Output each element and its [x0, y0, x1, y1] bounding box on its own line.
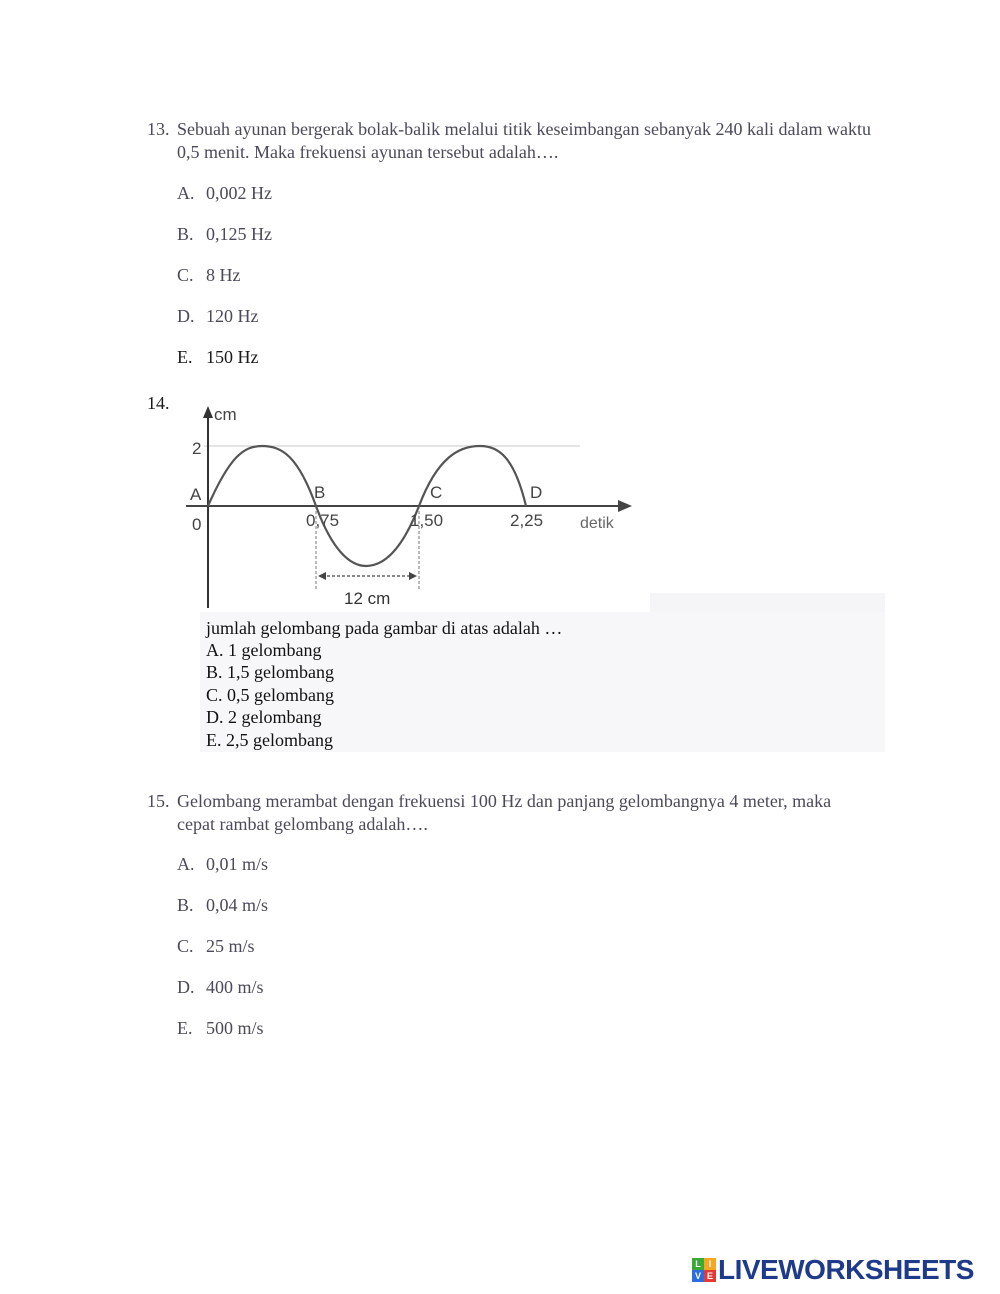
q13-option-d[interactable]	[177, 305, 259, 328]
logo-icon-tile: E	[704, 1270, 716, 1282]
wave-figure	[180, 400, 640, 615]
option-letter: A.	[177, 854, 195, 874]
point-d-label: D	[530, 483, 543, 502]
logo-icon-tile: L	[692, 1258, 704, 1270]
q14-question-text: jumlah gelombang pada gambar di atas adalah …	[206, 618, 563, 638]
time-b-label: 0,75	[306, 511, 340, 530]
q13-option-a[interactable]	[177, 182, 272, 205]
option-letter: D.	[177, 306, 195, 326]
distance-label: 12 cm	[344, 589, 391, 608]
option-letter: C.	[177, 936, 194, 956]
amplitude-label: 2	[192, 439, 202, 458]
option-letter: D.	[177, 977, 195, 997]
option-letter: E.	[177, 347, 193, 367]
logo-text: LIVEWORKSHEETS	[718, 1254, 974, 1285]
logo-icon-tile: I	[704, 1258, 716, 1270]
x-axis-arrow	[618, 500, 632, 512]
x-unit-label: detik	[580, 515, 614, 532]
question-stem: Sebuah ayunan bergerak bolak-balik melalui titik keseimbangan sebanyak 240 kali dalam waktu 0,5 menit. Maka frekuensi ayunan tersebut adalah….	[177, 119, 871, 162]
option-text: 500 m/s	[206, 1018, 264, 1038]
option-text: 8 Hz	[206, 265, 241, 285]
option-text: 0,125 Hz	[206, 224, 272, 244]
option-text: 25 m/s	[206, 936, 255, 956]
q13-option-c[interactable]	[177, 264, 241, 287]
q13-option-e[interactable]	[177, 346, 259, 369]
option-letter: A.	[177, 183, 195, 203]
wavelength-arrow-left	[318, 572, 326, 580]
point-b-label: B	[314, 483, 326, 502]
origin-label: 0	[192, 515, 202, 534]
question-number: 15.	[147, 791, 170, 811]
wavelength-arrow-right	[409, 572, 417, 580]
q14-option-b[interactable]: B. 1,5 gelombang	[206, 662, 334, 682]
y-unit-label: cm	[214, 405, 237, 424]
q15-option-a[interactable]	[177, 853, 268, 876]
question-stem: Gelombang merambat dengan frekuensi 100 Hz dan panjang gelombangnya 4 meter, maka cepat rambat gelombang adalah….	[177, 791, 832, 834]
q15-option-d[interactable]	[177, 976, 264, 999]
option-text: 150 Hz	[206, 347, 259, 367]
q15-option-b[interactable]	[177, 894, 268, 917]
logo-icon	[692, 1258, 716, 1282]
point-c-label: C	[430, 483, 443, 502]
option-letter: C.	[177, 265, 194, 285]
option-letter: B.	[177, 895, 194, 915]
q14-option-d[interactable]: D. 2 gelombang	[206, 707, 322, 727]
q14-option-a[interactable]: A. 1 gelombang	[206, 640, 322, 660]
q13-option-b[interactable]	[177, 223, 272, 246]
option-letter: B.	[177, 224, 194, 244]
point-a-label: A	[190, 485, 202, 504]
q15-option-e[interactable]	[177, 1017, 264, 1040]
time-d-label: 2,25	[510, 511, 544, 530]
question-number: 13.	[147, 119, 170, 139]
option-text: 120 Hz	[206, 306, 259, 326]
option-text: 0,04 m/s	[206, 895, 269, 915]
liveworksheets-logo	[692, 1256, 974, 1284]
time-c-label: 1,50	[410, 511, 444, 530]
q15-option-c[interactable]	[177, 935, 255, 958]
q14-option-c[interactable]: C. 0,5 gelombang	[206, 685, 334, 705]
question-number: 14.	[147, 393, 170, 413]
option-text: 400 m/s	[206, 977, 264, 997]
y-axis-arrow	[203, 406, 213, 418]
option-text: 0,01 m/s	[206, 854, 269, 874]
option-letter: E.	[177, 1018, 193, 1038]
option-text: 0,002 Hz	[206, 183, 272, 203]
logo-icon-tile: V	[692, 1270, 704, 1282]
q14-option-e[interactable]: E. 2,5 gelombang	[206, 730, 333, 750]
